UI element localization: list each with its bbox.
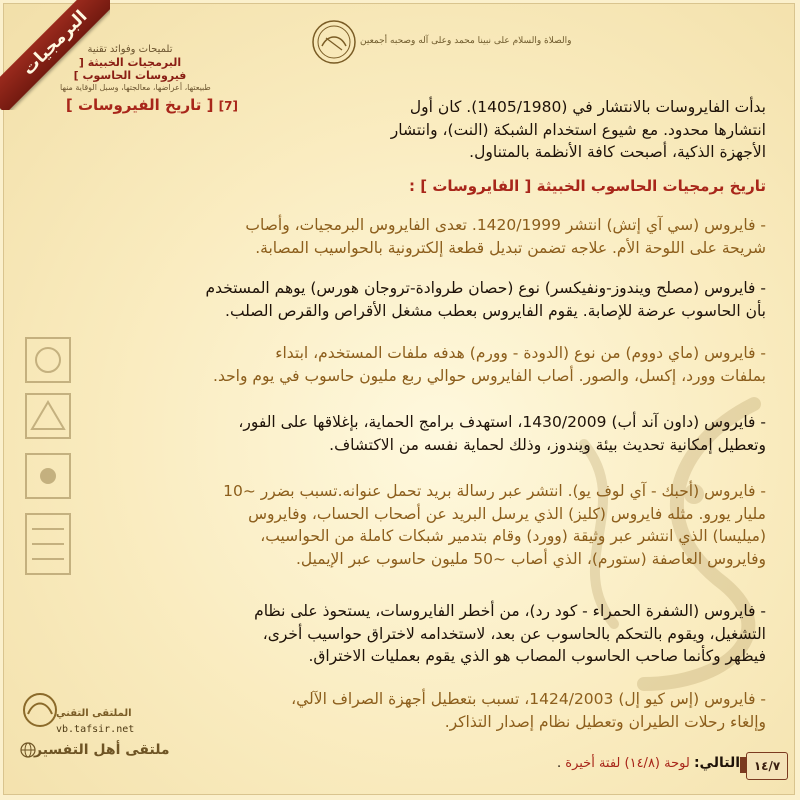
- entry-line: - فايروس (ماي دووم) من نوع (الدودة - وورم) هدفه ملفات المستخدم، ابتداء: [275, 344, 766, 362]
- entry-sql: [186, 688, 766, 733]
- forum-name: الملتقى التقني: [56, 708, 132, 719]
- entry-mydoom: [36, 342, 766, 387]
- entry-line: وفايروس العاصفة (ستورم)، الذي أصاب ~50 مليون حاسوب عبر الإيميل.: [295, 549, 766, 568]
- brand-subtitle: طبيعتها، أعراضها، معالجتها، وسبل الوقاية منها: [60, 83, 211, 92]
- intro-line: بدأت الفايروسات بالانتشار في (1405/1980). كان أول: [409, 98, 766, 116]
- footer-logo: [20, 690, 170, 780]
- entry-line: وتعطيل إمكانية تحديث بيئة ويندوز، وذلك لحماية نفسه من الاكتشاف.: [329, 435, 766, 454]
- brand-title: البرمجيات الخبيثة [ فيروسات الحاسوب ]: [73, 56, 187, 82]
- entry-line: شريحة على اللوحة الأم. علاجه تضمن تبديل قطعة إلكترونية بالحواسيب المصابة.: [255, 238, 766, 257]
- section-tag: [28, 96, 238, 120]
- next-link[interactable]: [557, 755, 740, 771]
- entry-line: - فايروس (الشفرة الحمراء - كود رد)، من أخطر الفايروسات، يستحوذ على نظام: [254, 602, 766, 620]
- entry-line: - فايروس (داون آند أب) 1430/2009، استهدف برامج الحماية، بإغلاقها على الفور،: [238, 413, 766, 431]
- forum-slogan: ملتقى أهل التفسير: [34, 742, 170, 758]
- intro-paragraph: [226, 96, 766, 164]
- entry-line: - فايروس (إس كيو إل) 1424/2003، تسبب بتعطيل أجهزة الصراف الآلي،: [291, 690, 766, 708]
- entry-line: بملفات وورد، إكسل، والصور. أصاب الفايروس حوالي ربع مليون حاسوب في يوم واحد.: [213, 366, 766, 385]
- entry-line: بأن الحاسوب عرضة للإصابة. يقوم الفايروس بعطب مشغل الأقراص والقرص الصلب.: [225, 301, 766, 320]
- ribbon-label: البرمجيات: [0, 0, 110, 110]
- forum-logo-icon: [20, 690, 60, 730]
- entry-line: (ميليسا) الذي انتشر عبر وثيقة (وورد) وقام بتدمير شبكات كاملة من الحواسيب،: [260, 527, 766, 545]
- next-label: التالي:: [693, 755, 740, 771]
- next-end: .: [556, 756, 562, 771]
- entry-cih: [36, 214, 766, 259]
- header-seal-block: [300, 18, 572, 68]
- history-heading: تاريخ برمجيات الحاسوب الخبيثة [ الفايروسات ] :: [409, 177, 766, 195]
- entry-line: التشغيل، ويقوم بالتحكم بالحاسوب عن بعد، لاستخدامه لاختراق حواسيب أخرى،: [262, 624, 766, 643]
- intro-line: الأجهزة الذكية، أصبحت كافة الأنظمة بالمتناول.: [469, 143, 766, 161]
- entry-line: - فايروس (سي آي إتش) انتشر 1420/1999. تعدى الفايروس البرمجيات، وأصاب: [245, 216, 766, 234]
- brand-tagline: تلميحات وفوائد تقنية: [87, 44, 173, 55]
- next-text[interactable]: لوحة (١٤/٨) لفتة أخيرة: [565, 756, 690, 771]
- entry-line: - فايروس (أحبك - آي لوف يو). انتشر عبر رسالة بريد تحمل عنوانه.تسبب بضرر ~10: [223, 482, 766, 500]
- entry-winfixer: [36, 277, 766, 322]
- blessing-text: والصلاة والسلام على نبينا محمد وعلى آله وصحبه أجمعين: [360, 36, 572, 46]
- entry-iloveyou: [36, 480, 766, 570]
- entry-line: - فايروس (مصلح ويندوز-ونفيكسر) نوع (حصان طروادة-تروجان هورس) يوهم المستخدم: [205, 279, 766, 297]
- page-badge: ١٤/٧: [746, 752, 788, 780]
- intro-line: انتشارها محدود. مع شيوع استخدام الشبكة (النت)، وانتشار: [390, 120, 766, 139]
- entry-codered: [36, 600, 766, 668]
- forum-site: vb.tafsir.net: [56, 724, 135, 735]
- entry-line: وإلغاء رحلات الطيران وتعطيل نظام إصدار التذاكر.: [444, 712, 766, 731]
- entry-downadup: [36, 411, 766, 456]
- entry-line: مليار يورو. مثله فايروس (كليز) الذي يرسل البريد عن أصحاب الحساب، وفايروس: [248, 504, 766, 523]
- seal-icon: [310, 18, 358, 66]
- section-number: [7]: [218, 99, 238, 113]
- brand-block: [60, 44, 211, 93]
- entry-line: فيظهر وكأنما صاحب الحاسوب المصاب هو الذي يقوم بعمليات الاختراق.: [308, 647, 766, 665]
- section-title: [ تاريخ الفيروسات ]: [65, 96, 214, 114]
